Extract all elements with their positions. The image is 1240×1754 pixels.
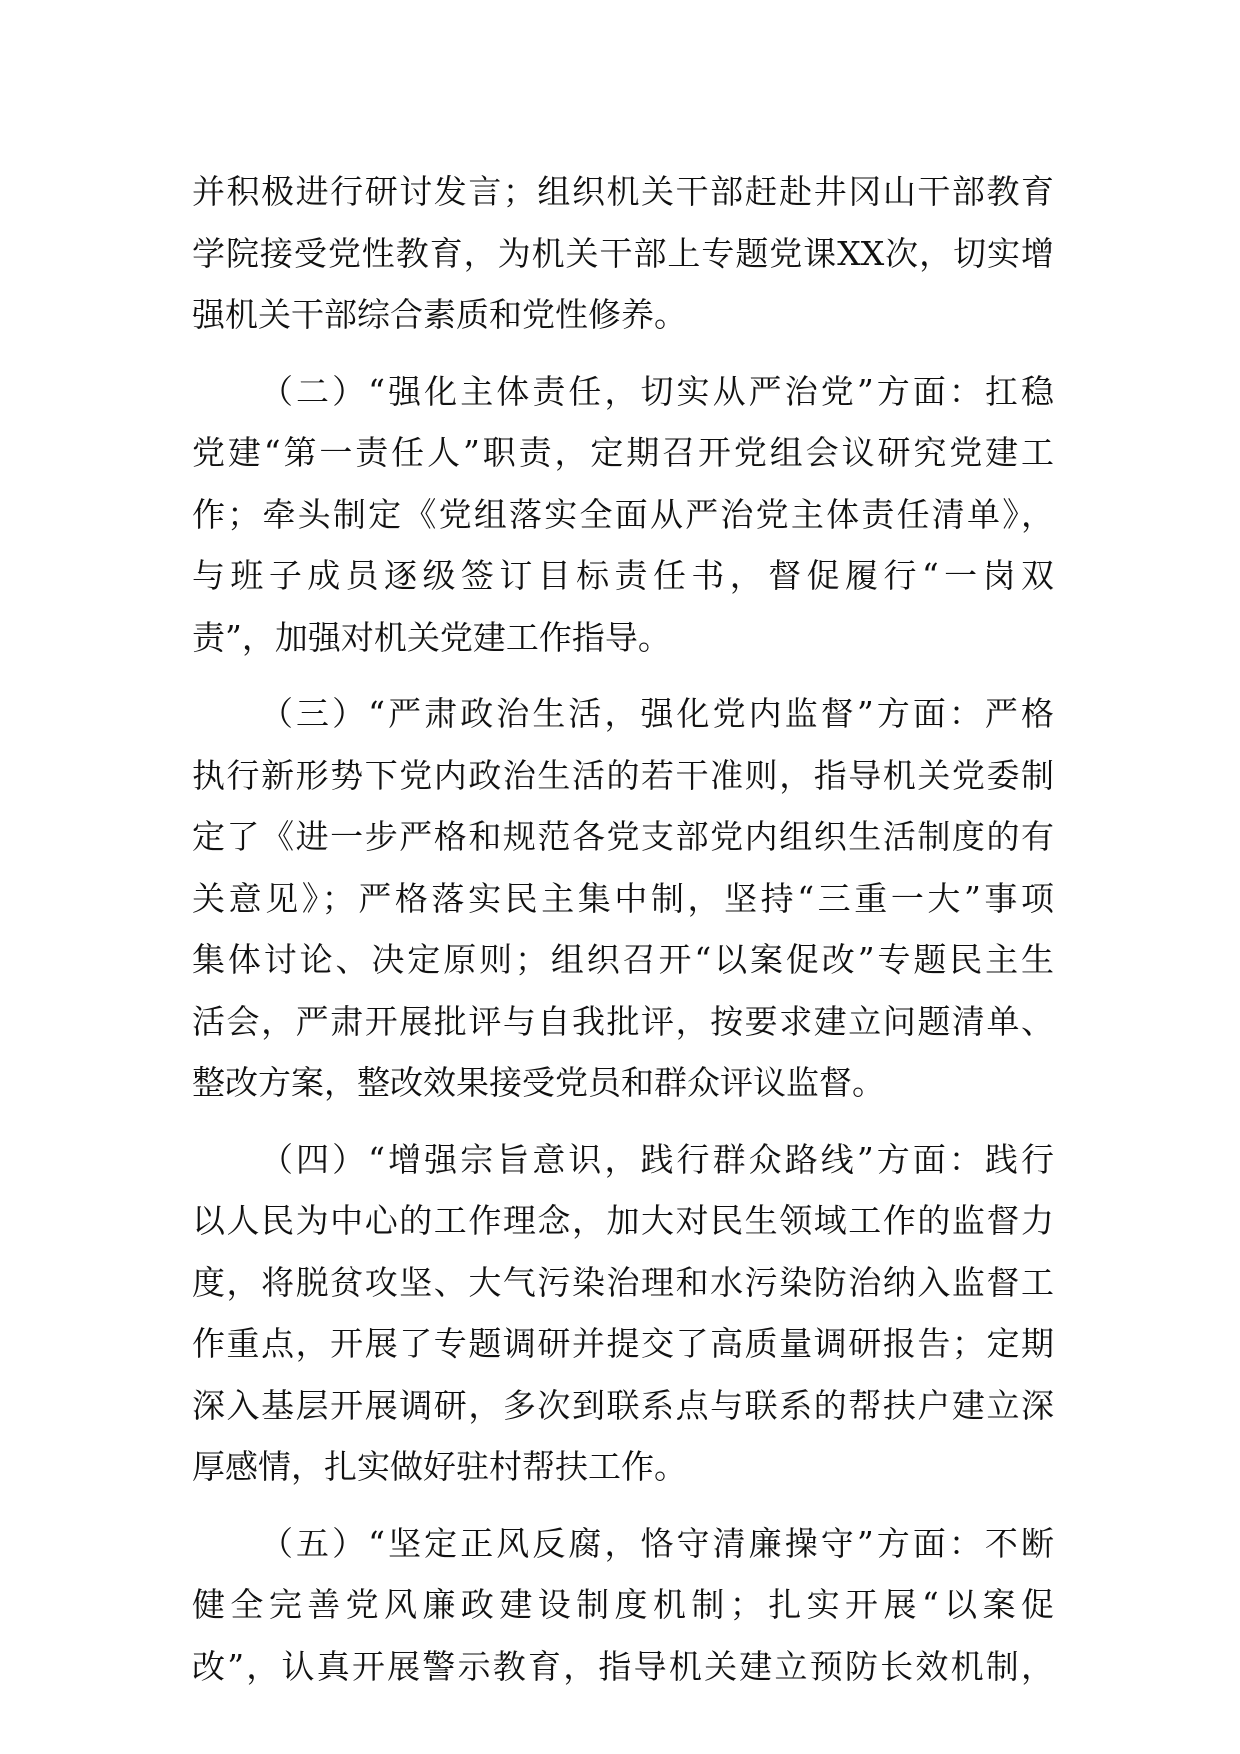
paragraph-4 xyxy=(192,1129,1054,1498)
text-line: 党建“第一责任人”职责，定期召开党组会议研究党建工 xyxy=(192,433,1054,472)
text-line: 强机关干部综合素质和党性修养。 xyxy=(192,295,687,334)
text-line: 定了《进一步严格和规范各党支部党内组织生活制度的有 xyxy=(192,817,1054,856)
text-line: （四）“增强宗旨意识，践行群众路线”方面：践行 xyxy=(260,1139,1054,1179)
paragraph-2 xyxy=(192,361,1054,669)
text-line: 作重点，开展了专题调研并提交了高质量调研报告；定期 xyxy=(192,1324,1054,1363)
text-line: 并积极进行研讨发言；组织机关干部赶赴井冈山干部教育 xyxy=(192,172,1054,211)
text-line: （二）“强化主体责任，切实从严治党”方面：扛稳 xyxy=(260,371,1054,411)
text-line: 与班子成员逐级签订目标责任书，督促履行“一岗双 xyxy=(192,556,1054,595)
text-line: （三）“严肃政治生活，强化党内监督”方面：严格 xyxy=(260,694,1054,733)
text-line: 活会，严肃开展批评与自我批评，按要求建立问题清单、 xyxy=(192,1001,1054,1041)
text-line: 关意见》；严格落实民主集中制，坚持“三重一大”事项 xyxy=(192,878,1054,918)
text-line: 责”，加强对机关党建工作指导。 xyxy=(192,617,671,657)
paragraph-spacer xyxy=(192,1498,1054,1513)
text-line: 厚感情，扎实做好驻村帮扶工作。 xyxy=(192,1447,687,1486)
paragraph-spacer xyxy=(192,1114,1054,1129)
paragraph-spacer xyxy=(192,668,1054,683)
paragraph-5 xyxy=(192,1513,1054,1698)
text-line: 度，将脱贫攻坚、大气污染治理和水污染防治纳入监督工 xyxy=(192,1262,1054,1302)
text-line: 以人民为中心的工作理念，加大对民生领域工作的监督力 xyxy=(192,1201,1054,1240)
text-line: 改”，认真开展警示教育，指导机关建立预防长效机制， xyxy=(192,1646,1054,1686)
text-line: 整改方案，整改效果接受党员和群众评议监督。 xyxy=(192,1063,885,1102)
paragraph-3 xyxy=(192,683,1054,1114)
text-line: （五）“坚定正风反腐，恪守清廉操守”方面：不断 xyxy=(260,1523,1054,1563)
text-line: 集体讨论、决定原则；组织召开“以案促改”专题民主生 xyxy=(192,940,1054,979)
text-line: 执行新形势下党内政治生活的若干准则，指导机关党委制 xyxy=(192,755,1054,795)
text-line: 作；牵头制定《党组落实全面从严治党主体责任清单》， xyxy=(192,494,1054,534)
text-line: 健全完善党风廉政建设制度机制；扎实开展“以案促 xyxy=(192,1585,1054,1624)
paragraph-1 xyxy=(192,161,1054,346)
text-line: 学院接受党性教育，为机关干部上专题党课XX次，切实增 xyxy=(192,233,1054,273)
paragraph-spacer xyxy=(192,346,1054,361)
text-line: 深入基层开展调研，多次到联系点与联系的帮扶户建立深 xyxy=(192,1385,1054,1425)
document-body xyxy=(192,161,1054,1697)
